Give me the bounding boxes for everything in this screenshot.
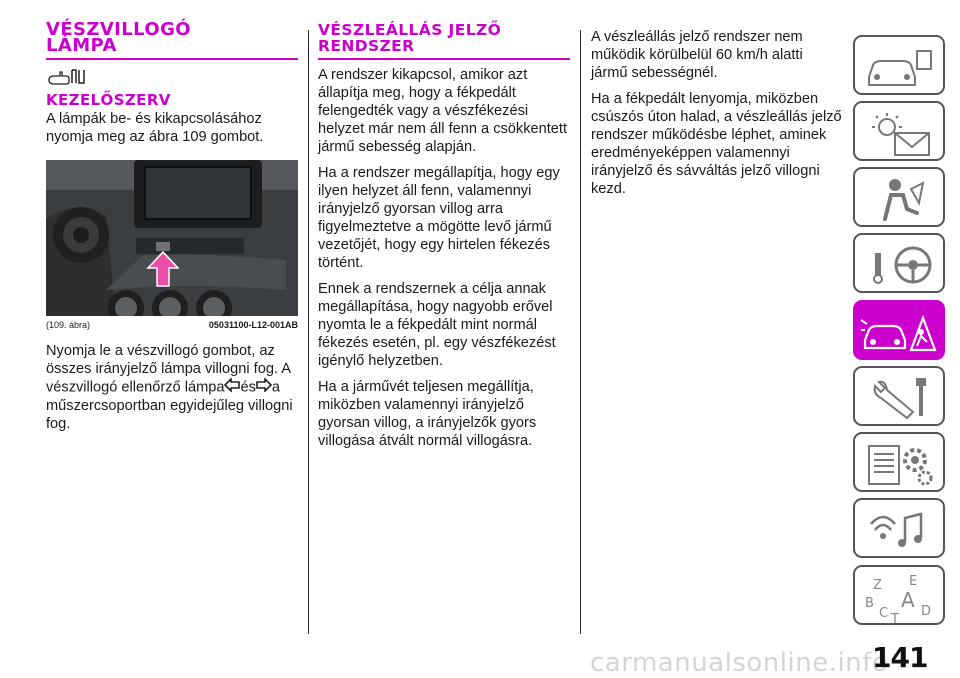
- index-letter: A: [901, 588, 915, 612]
- watermark: carmanualsonline.info: [590, 648, 889, 678]
- index-letter: B: [865, 596, 874, 611]
- dashboard-photo: [46, 160, 298, 316]
- column-2: [318, 22, 570, 458]
- index-letter: E: [909, 574, 918, 589]
- car-overview-icon[interactable]: [853, 35, 945, 95]
- paragraph: A lámpák be- és kikapcsolásához nyomja meg az ábra 109 gombot.: [46, 111, 264, 145]
- paragraph: Ennek a rendszernek a célja annak megállapítása, hogy nagyobb erővel nyomta le a fékpedált mint normál fékezés esetén, pl. egy vészfékezést igénylő helyzetben.: [318, 281, 556, 369]
- paragraph: Ha a fékpedált lenyomja, miközben csúszós úton halad, a vészleállás jelző rendszer működésbe léphet, aminek eredményeképpen valamennyi irányjelző és sávváltás jelző villogni kezd.: [591, 91, 842, 197]
- paragraph: Ha a rendszer megállapítja, hogy egy ilyen helyzet áll fenn, valamennyi irányjelző gyorsan villog arra figyelmeztetve a mögötte levő jármű vezetőjét, hogy egy hirtelen fékezés történt.: [318, 165, 560, 271]
- paragraph: A rendszer kikapcsol, amikor azt állapítja meg, hogy a fékpedált felengedték vagy a vészfékezési helyzet már nem áll fenn a csökkentett jármű sebesség alapján.: [318, 67, 568, 155]
- multimedia-icon[interactable]: [853, 498, 945, 558]
- paragraph: Nyomja le a vészvillogó gombot, az összes irányjelző lámpa villogni fog. A vészvillogó ellenőrző lámpa és a műszercsoportban egyidejűleg villogni fog.: [46, 343, 293, 432]
- warning-lights-icon[interactable]: [853, 101, 945, 161]
- title-underline: [46, 58, 298, 60]
- index-icon[interactable]: [853, 565, 945, 625]
- page-number: 141: [872, 641, 928, 674]
- column-1: [46, 19, 298, 441]
- technical-data-icon[interactable]: [853, 432, 945, 492]
- index-letter: C: [879, 606, 889, 621]
- driving-icon[interactable]: [853, 233, 945, 293]
- left-arrow-icon: [224, 378, 240, 397]
- column-divider: [580, 30, 581, 634]
- section-title-emergency-stop: VÉSZLEÁLLÁS JELZŐ RENDSZER: [318, 21, 502, 55]
- paragraph: A vészleállás jelző rendszer nem működik körülbelül 60 km/h alatti jármű sebességnél.: [591, 29, 803, 81]
- index-letter: Z: [873, 578, 882, 593]
- title-underline: [318, 58, 570, 60]
- index-letter: D: [921, 604, 932, 619]
- index-letter: T: [891, 612, 899, 627]
- column-divider: [308, 30, 309, 634]
- section-title-hazard: VÉSZVILLOGÓ LÁMPA: [46, 19, 191, 56]
- paragraph: Ha a járművét teljesen megállítja, miközben valamennyi irányjelző gyorsan villog, a irányjelzők gyors villogása átvált normál villogásra.: [318, 379, 537, 449]
- figure-caption: (109. ábra) 05031100-L12-001AB: [46, 320, 298, 330]
- maintenance-icon[interactable]: [853, 366, 945, 426]
- safety-icon[interactable]: [853, 167, 945, 227]
- column-3: [591, 28, 843, 206]
- emergency-icon[interactable]: [853, 300, 945, 360]
- right-arrow-icon: [256, 378, 272, 397]
- hazard-hand-icon: [46, 66, 298, 86]
- subtitle-control: KEZELŐSZERV: [46, 91, 171, 109]
